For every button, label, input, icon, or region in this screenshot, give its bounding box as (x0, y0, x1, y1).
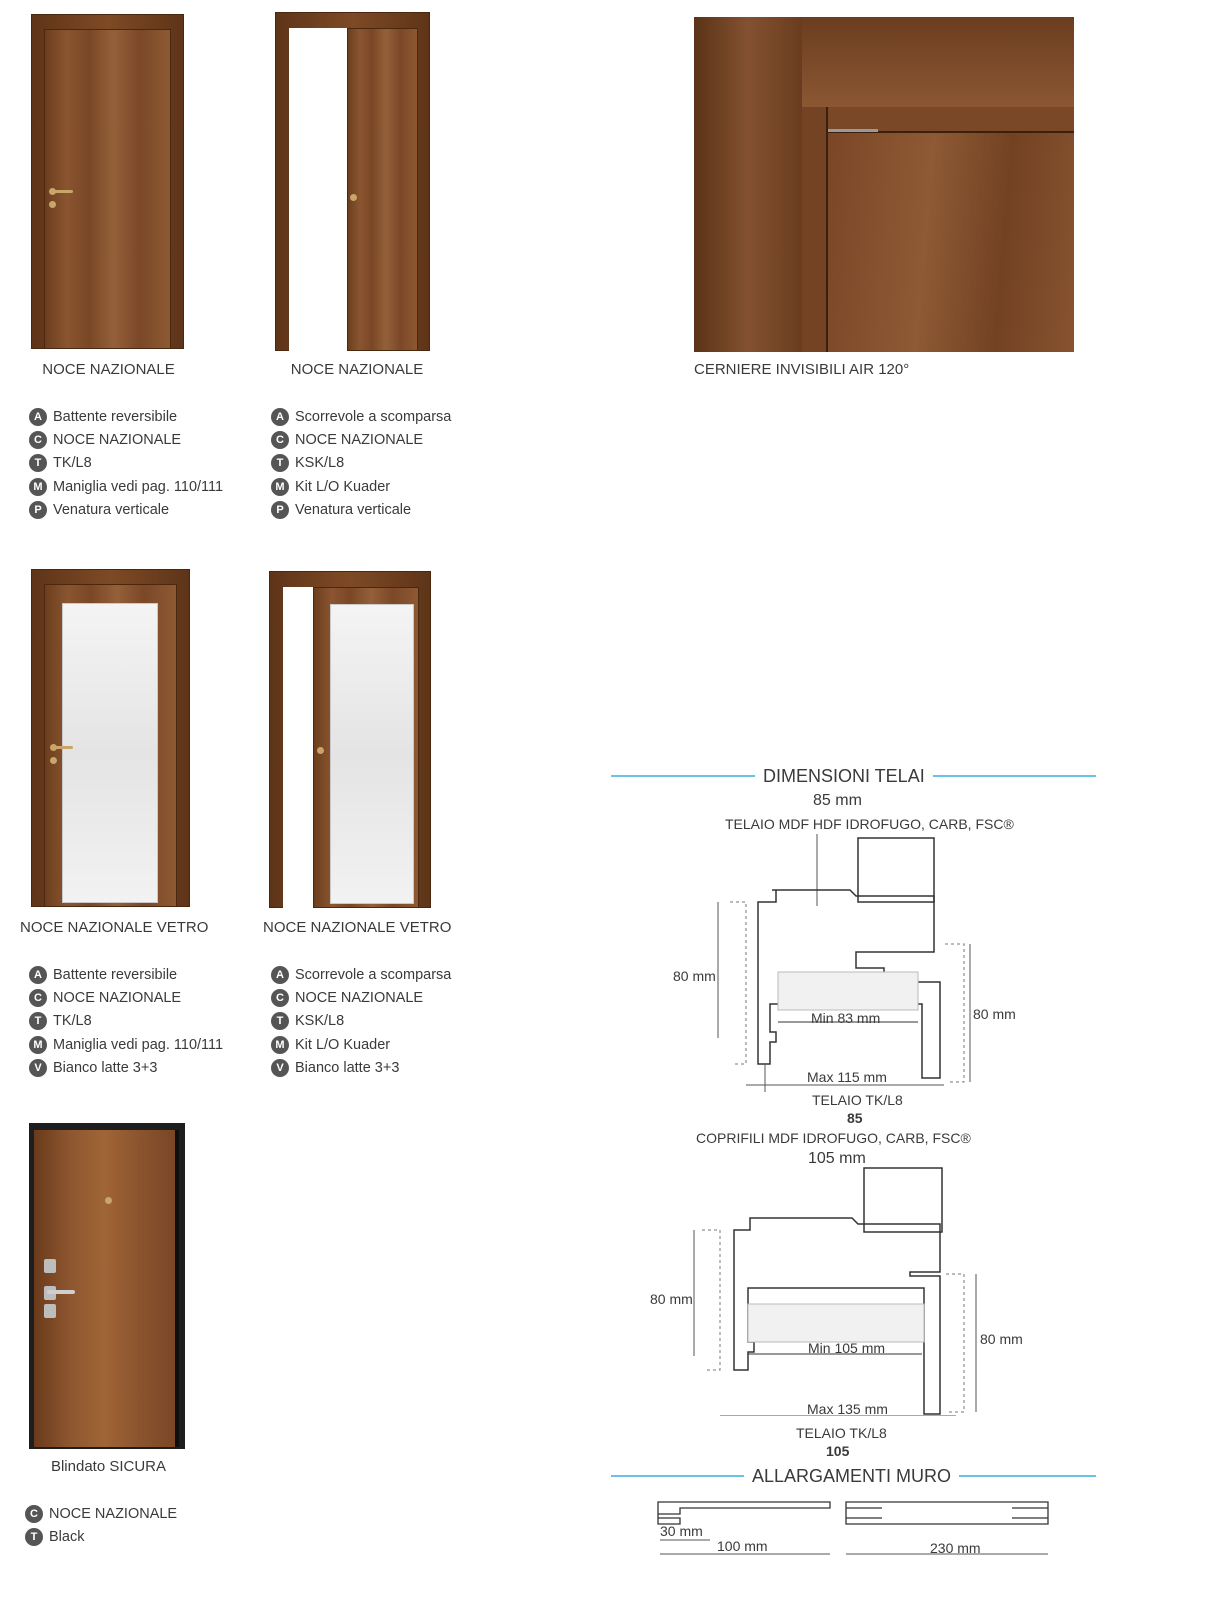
extension-width-large: 230 mm (930, 1540, 981, 1556)
badge-icon: V (271, 1059, 289, 1077)
badge-icon: P (29, 501, 47, 519)
spec-item: T Black (25, 1525, 177, 1548)
spec-item: M Kit L/O Kuader (271, 475, 451, 498)
product-caption: Blindato SICURA (50, 1458, 167, 1475)
security-door-image (29, 1123, 185, 1449)
spec-item: C NOCE NAZIONALE (271, 986, 451, 1009)
spec-item: T TK/L8 (29, 1010, 223, 1033)
badge-icon: M (29, 1036, 47, 1054)
badge-icon: T (25, 1528, 43, 1546)
spec-item: M Kit L/O Kuader (271, 1033, 451, 1056)
spec-item: M Maniglia vedi pag. 110/111 (29, 475, 223, 498)
badge-icon: M (271, 478, 289, 496)
spec-list (29, 405, 223, 521)
door-image-hinged (31, 14, 184, 349)
spec-list (271, 963, 451, 1079)
badge-icon: M (271, 1036, 289, 1054)
product-caption: NOCE NAZIONALE VETRO (20, 919, 209, 936)
frame-85-max: Max 115 mm (807, 1069, 887, 1085)
frame-85-min: Min 83 mm (811, 1010, 881, 1026)
frame-105-max: Max 135 mm (807, 1401, 888, 1417)
frame-105-heading: 105 mm (808, 1150, 866, 1167)
badge-icon: C (29, 989, 47, 1007)
spec-item: P Venatura verticale (271, 498, 451, 521)
door-image-sliding-glass (269, 571, 431, 908)
badge-icon: V (29, 1059, 47, 1077)
spec-item: C NOCE NAZIONALE (29, 428, 223, 451)
wall-extension-diagram (650, 1496, 1060, 1566)
badge-icon: C (29, 431, 47, 449)
badge-icon: A (29, 408, 47, 426)
spec-item: T TK/L8 (29, 452, 223, 475)
frame-105-diagram (640, 1166, 1000, 1416)
badge-icon: A (271, 408, 289, 426)
spec-item: A Battente reversibile (29, 963, 223, 986)
frame-105-right-dimension: 80 mm (980, 1331, 1023, 1347)
extension-width-small: 100 mm (717, 1538, 768, 1554)
badge-icon: A (29, 966, 47, 984)
detail-caption: CERNIERE INVISIBILI AIR 120° (694, 361, 910, 378)
spec-list (25, 1502, 177, 1549)
door-image-hinged-glass (31, 569, 190, 907)
frame-105-min: Min 105 mm (808, 1340, 886, 1356)
spec-item: C NOCE NAZIONALE (271, 428, 451, 451)
frame-85-diagram (660, 832, 990, 1092)
extension-thickness: 30 mm (660, 1523, 703, 1539)
badge-icon: T (271, 454, 289, 472)
badge-icon: C (271, 989, 289, 1007)
badge-icon: P (271, 501, 289, 519)
extensions-title: ALLARGAMENTI MURO (744, 1466, 959, 1487)
badge-icon: C (271, 431, 289, 449)
frame-105-number: 105 (826, 1443, 850, 1459)
spec-item: C NOCE NAZIONALE (29, 986, 223, 1009)
spec-item: A Scorrevole a scomparsa (271, 963, 451, 986)
dimensions-title: DIMENSIONI TELAI (755, 766, 933, 787)
frame-85-left-dimension: 80 mm (673, 968, 716, 984)
spec-item: C NOCE NAZIONALE (25, 1502, 177, 1525)
covers-label: COPRIFILI MDF IDROFUGO, CARB, FSC® (696, 1130, 971, 1146)
frame-105-model: TELAIO TK/L8 (796, 1425, 887, 1441)
product-caption: NOCE NAZIONALE VETRO (263, 919, 452, 936)
frame-105-left-dimension: 80 mm (650, 1291, 693, 1307)
product-caption: NOCE NAZIONALE (290, 361, 424, 378)
frame-85-heading: 85 mm (813, 792, 862, 809)
frame-85-number: 85 (847, 1110, 863, 1126)
product-caption: NOCE NAZIONALE (42, 361, 175, 378)
spec-item: P Venatura verticale (29, 498, 223, 521)
badge-icon: M (29, 478, 47, 496)
frame-85-right-dimension: 80 mm (973, 1006, 1016, 1022)
spec-list (271, 405, 451, 521)
spec-item: A Scorrevole a scomparsa (271, 405, 451, 428)
badge-icon: T (271, 1012, 289, 1030)
spec-item: T KSK/L8 (271, 452, 451, 475)
badge-icon: T (29, 454, 47, 472)
frame-material-label: TELAIO MDF HDF IDROFUGO, CARB, FSC® (725, 816, 1014, 832)
spec-item: A Battente reversibile (29, 405, 223, 428)
spec-list (29, 963, 223, 1079)
frame-85-model: TELAIO TK/L8 (812, 1092, 903, 1108)
badge-icon: A (271, 966, 289, 984)
badge-icon: T (29, 1012, 47, 1030)
spec-item: V Bianco latte 3+3 (29, 1056, 223, 1079)
spec-item: V Bianco latte 3+3 (271, 1056, 451, 1079)
door-image-sliding (275, 12, 430, 351)
spec-item: T KSK/L8 (271, 1010, 451, 1033)
spec-item: M Maniglia vedi pag. 110/111 (29, 1033, 223, 1056)
badge-icon: C (25, 1505, 43, 1523)
hinge-detail-photo (694, 17, 1074, 352)
